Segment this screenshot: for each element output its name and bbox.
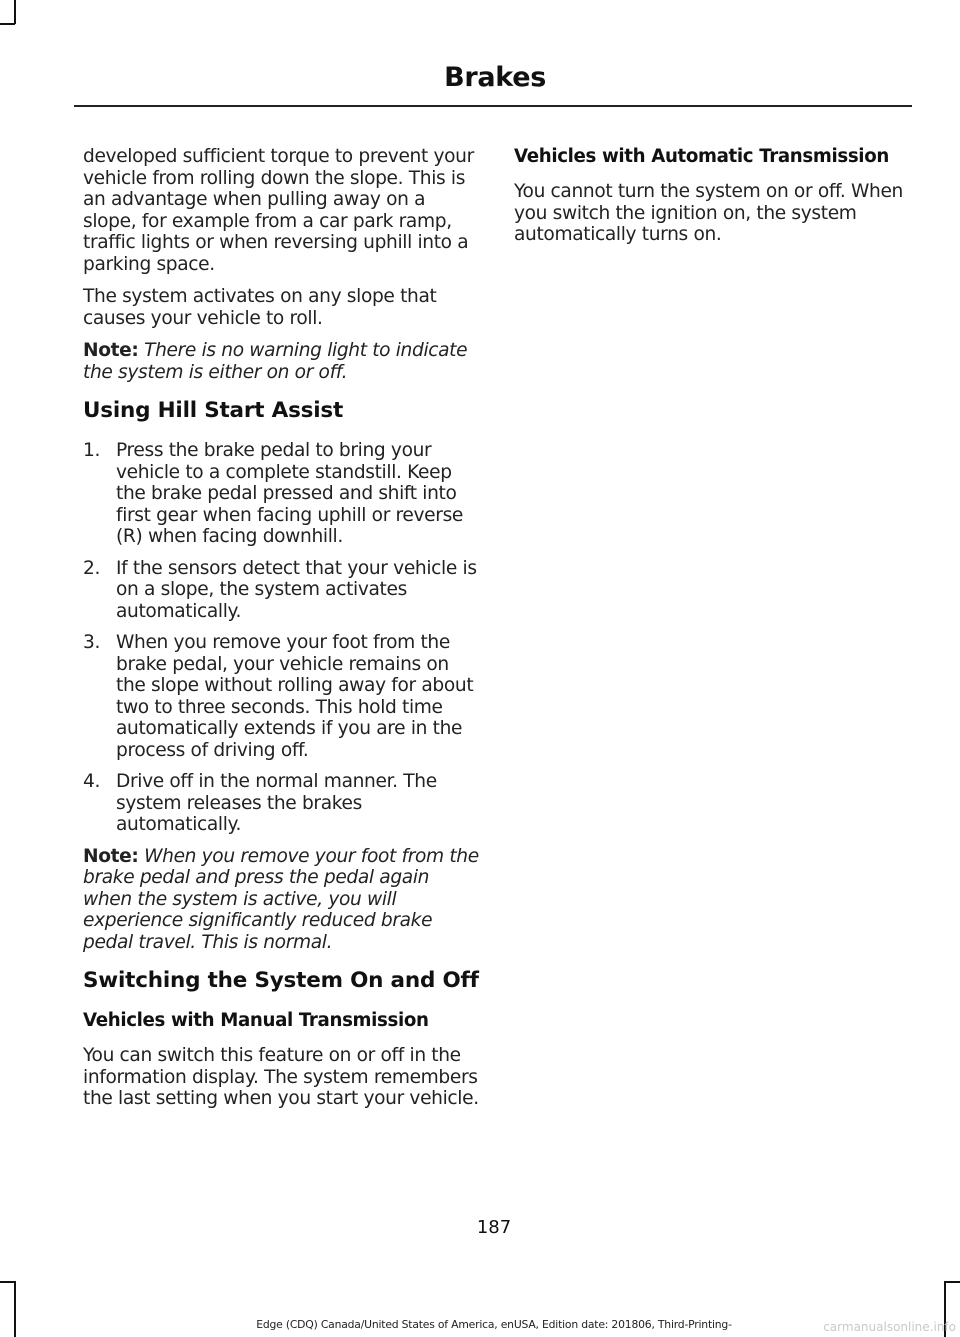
note-text: There is no warning light to indicate the system is either on or off. (83, 340, 468, 383)
right-column (514, 146, 912, 257)
subheading-automatic-transmission: Vehicles with Automatic Transmission (514, 146, 889, 167)
note-brake-pedal-travel (83, 846, 479, 954)
activation-paragraph: The system activates on any slope that causes your vehicle to roll. (83, 286, 437, 329)
step-text: Press the brake pedal to bring your vehicle to a complete standstill. Keep the brake pedal pressed and shift into first gear when facing uphill or reverse (R) when facing downhill. (116, 440, 463, 547)
automatic-transmission-paragraph: You cannot turn the system on or off. When you switch the ignition on, the system automatically turns on. (514, 181, 903, 245)
page-number: 187 (476, 1217, 512, 1238)
step-number: 3. (83, 632, 101, 653)
left-column (83, 146, 479, 1121)
section-heading-using-hill-start-assist: Using Hill Start Assist (83, 398, 344, 423)
header-divider (74, 105, 912, 107)
section-heading-switching-system: Switching the System On and Off (83, 968, 479, 993)
list-item (83, 771, 479, 836)
note-label: Note: (83, 340, 139, 361)
crop-mark-bottom-left-h (0, 1281, 15, 1283)
list-item (83, 558, 479, 623)
step-number: 1. (83, 440, 101, 461)
step-text: Drive off in the normal manner. The system releases the brakes automatically. (116, 771, 437, 835)
step-text: If the sensors detect that your vehicle is on a slope, the system activates automatically. (116, 557, 477, 622)
note-warning-light (83, 340, 479, 383)
intro-paragraph: developed sufficient torque to prevent your vehicle from rolling down the slope. This is an advantage when pulling away on a slope, for example from a car park ramp, traffic lights or when reversing uphill into a parking space. (83, 146, 474, 275)
note-label: Note: (83, 845, 139, 867)
crop-mark-top-left (14, 0, 16, 24)
page-header-title: Brakes (444, 62, 546, 93)
step-text: When you remove your foot from the brake pedal, your vehicle remains on the slope without rolling away for about two to three seconds. This hold time automatically extends if you are in the process of driving off. (116, 632, 474, 761)
list-item (83, 632, 479, 761)
manual-transmission-paragraph: You can switch this feature on or off in the information display. The system remembers the last setting when you start your vehicle. (83, 1045, 479, 1109)
list-item (83, 440, 479, 548)
step-number: 2. (83, 557, 101, 579)
note-text: When you remove your foot from the brake pedal and press the pedal again when the system is active, you will experience significantly reduced brake pedal travel. This is normal. (83, 845, 479, 953)
step-number: 4. (83, 771, 101, 792)
crop-mark-top-left-h (0, 23, 15, 25)
edition-footer: Edge (CDQ) Canada/United States of America, enUSA, Edition date: 201806, Third-Printing- (256, 1318, 732, 1331)
watermark: carmanualsonline.info (823, 1320, 956, 1334)
subheading-manual-transmission: Vehicles with Manual Transmission (83, 1010, 429, 1031)
steps-list (83, 440, 479, 836)
crop-mark-bottom-right-h (944, 1281, 960, 1283)
